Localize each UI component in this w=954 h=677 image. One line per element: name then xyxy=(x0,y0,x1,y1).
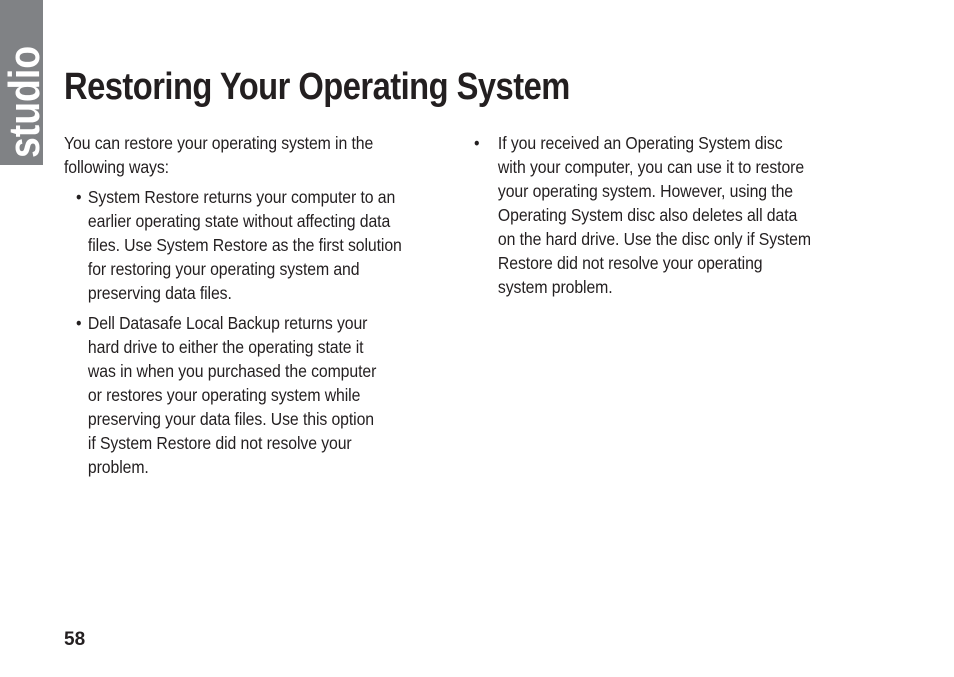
intro-paragraph xyxy=(64,131,425,179)
bullet-line: with your computer, you can use it to restore xyxy=(497,157,805,177)
bullet-line: on the hard drive. Use the disc only if System xyxy=(497,229,811,249)
bullet-line: or restores your operating system while xyxy=(87,385,361,405)
bullet-line: Restore did not resolve your operating xyxy=(497,253,763,273)
left-column-text xyxy=(64,131,425,479)
bullet-line: your operating system. However, using the xyxy=(497,181,793,201)
studio-logo xyxy=(0,0,49,165)
right-column-text xyxy=(474,131,842,299)
bullet-line: • Dell Datasafe Local Backup returns your xyxy=(87,313,368,333)
bullet-os-disc xyxy=(474,131,842,299)
bullet-line: files. Use System Restore as the first solution xyxy=(87,235,402,255)
bullet-line: preserving your data files. Use this option xyxy=(87,409,375,429)
bullet-line: for restoring your operating system and xyxy=(87,259,360,279)
intro-line: You can restore your operating system in the xyxy=(64,133,374,153)
bullet-line: was in when you purchased the computer xyxy=(87,361,377,381)
page-title: Restoring Your Operating System xyxy=(64,66,570,108)
bullet-system-restore xyxy=(64,185,425,305)
right-column xyxy=(474,131,874,305)
bullet-line: earlier operating state without affecting data xyxy=(87,211,391,231)
studio-logo-graphic xyxy=(0,0,49,165)
bullet-line: problem. xyxy=(87,457,149,477)
bullet-line: Operating System disc also deletes all data xyxy=(497,205,798,225)
bullet-line: • System Restore returns your computer to an xyxy=(87,187,396,207)
left-column xyxy=(64,131,456,485)
studio-logo-text: studio xyxy=(0,26,49,158)
bullet-line: if System Restore did not resolve your xyxy=(87,433,352,453)
restore-options-list-continued xyxy=(474,131,842,299)
bullet-line: hard drive to either the operating state it xyxy=(87,337,364,357)
page-number: 58 xyxy=(64,629,86,650)
restore-options-list xyxy=(64,185,425,479)
bullet-datasafe-backup xyxy=(64,311,425,479)
bullet-line: system problem. xyxy=(497,277,613,297)
bullet-line: preserving data files. xyxy=(87,283,232,303)
intro-line: following ways: xyxy=(64,157,169,177)
bullet-line: • If you received an Operating System disc xyxy=(497,133,783,153)
